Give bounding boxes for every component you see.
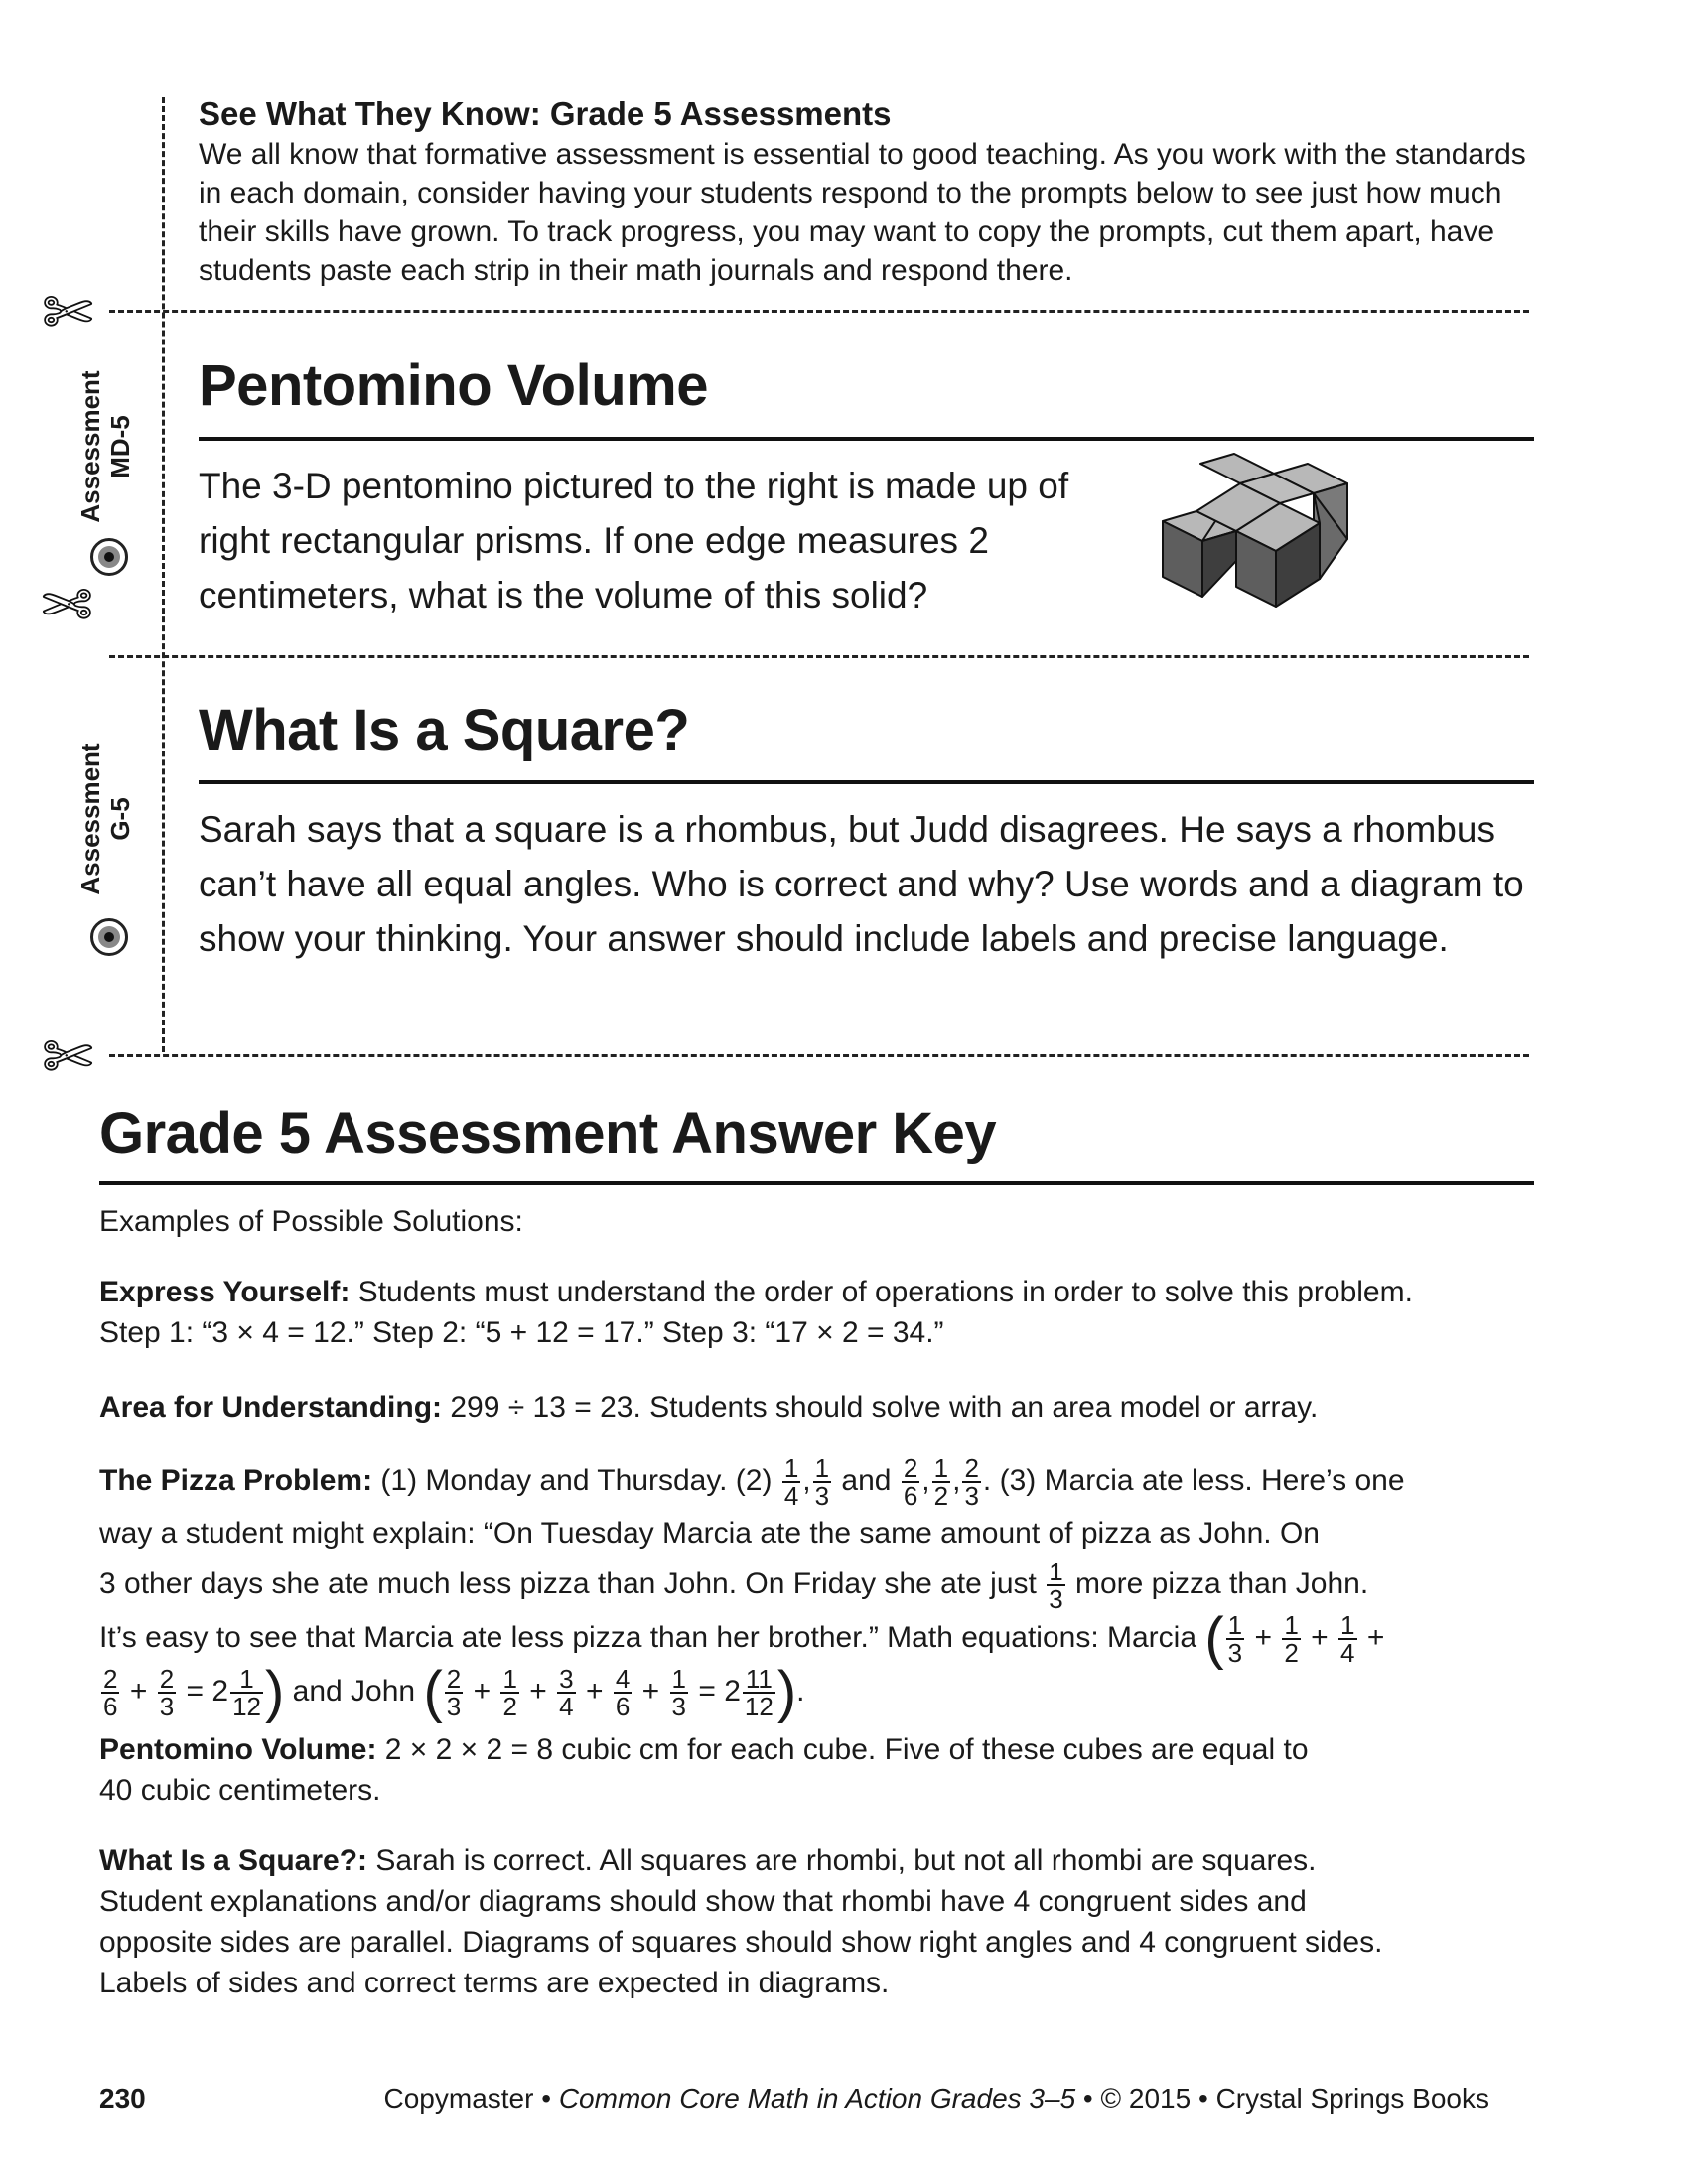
- answer-text: Step 1: “3 × 4 = 12.” Step 2: “5 + 12 = 17.” Step 3: “17 × 2 = 34.”: [99, 1316, 944, 1349]
- strip-title-pentomino: Pentomino Volume: [199, 353, 708, 418]
- footer-prefix: Copymaster •: [383, 2083, 559, 2114]
- cut-margin-line: [162, 97, 165, 1052]
- cut-line-3: [109, 1054, 1529, 1057]
- answer-text: more pizza than John.: [1066, 1567, 1369, 1600]
- side-label-standard: MD-5: [105, 415, 135, 478]
- intro-title: See What They Know: Grade 5 Assessments: [199, 95, 892, 132]
- scissors-icon: ✄: [42, 1024, 93, 1092]
- answer-text: opposite sides are parallel. Diagrams of squares should show right angles and 4 congruent sides.: [99, 1926, 1383, 1959]
- side-label-assessment: Assessment: [75, 743, 105, 895]
- answer-text: way a student might explain: “On Tuesday Marcia ate the same amount of pizza as John. On: [99, 1517, 1320, 1550]
- strip-prompt-pentomino: The 3-D pentomino pictured to the right is made up of right rectangular prisms. If one edge measures 2 centimeters, what is the volume of this solid?: [199, 466, 1069, 615]
- title-rule: [199, 780, 1534, 784]
- pentomino-solid-image: [1157, 452, 1435, 635]
- answer-square: [99, 1841, 1509, 2003]
- scissors-icon: ✄: [42, 572, 93, 640]
- answer-text: Students must understand the order of operations in order to solve this problem.: [350, 1276, 1413, 1308]
- answer-text: (1) Monday and Thursday. (2): [372, 1463, 780, 1497]
- answer-pizza: The Pizza Problem: (1) Monday and Thursday. (2) $\frac{1}{4}$ , $\frac{1}{3}$ and $\frac{2}{6}$ , $\frac{1}{2}$ , $\frac{2}{3}$ . (3) Marcia ate less. Here’s one way a student might explain: “On Tuesday Marcia ate the same amount of pizza as John. On 3 other days she ate much less pizza than John. On Friday she ate just $\frac{1}{3}$ more pizza than John. It’s easy to see that Marcia ate less pizza than her brother.” Math equations: Marcia ( $\frac{1}{3}$ + $\frac{1}{2}$ + $\frac{1}{4}$ + $\frac{2}{6}$ + $\frac{2}{3}$ = 2 $\frac{1}{12}$ ) and John ( $\frac{2}{3}$ + $\frac{1}{2}$ + $\frac{3}{4}$ + $\frac{4}{6}$ + $\frac{1}{3}$ = 2 $\frac{11}{12}$ ).: [99, 1453, 1405, 1724]
- fraction: $\frac{2}{6}$: [103, 1664, 118, 1721]
- strip-prompt-square: Sarah says that a square is a rhombus, but Judd disagrees. He says a rhombus can’t have all equal angles. Who is correct and why? Use words and a diagram to show your thinking. Your answer should include labels and precise language.: [199, 809, 1524, 959]
- answer-text: 40 cubic centimeters.: [99, 1774, 381, 1807]
- fraction: $\frac{1}{2}$: [1284, 1610, 1299, 1668]
- fraction: $\frac{1}{2}$: [502, 1664, 517, 1721]
- eye-icon: [90, 918, 128, 956]
- answer-label: Pentomino Volume:: [99, 1733, 377, 1766]
- fraction: $\frac{1}{3}$: [814, 1453, 830, 1511]
- answer-text: Labels of sides and correct terms are expected in diagrams.: [99, 1967, 890, 1999]
- fraction: $\frac{4}{6}$: [615, 1664, 631, 1721]
- answer-label: The Pizza Problem:: [99, 1463, 373, 1497]
- answer-text: 3 other days she ate much less pizza than John. On Friday she ate just: [99, 1567, 1046, 1600]
- scissors-icon: ✄: [42, 279, 93, 347]
- eye-icon: [90, 538, 128, 576]
- cut-line-2: [109, 655, 1529, 658]
- fraction: $\frac{11}{12}$: [744, 1664, 774, 1721]
- fraction: $\frac{1}{3}$: [671, 1664, 686, 1721]
- answer-key-title: Grade 5 Assessment Answer Key: [99, 1101, 997, 1165]
- answer-pentomino: [99, 1729, 1509, 1811]
- page-number: 230: [99, 2083, 146, 2114]
- fraction: $\frac{2}{6}$: [903, 1453, 918, 1511]
- answer-area: [99, 1387, 1509, 1428]
- fraction: $\frac{1}{4}$: [783, 1453, 799, 1511]
- answer-text: . (3) Marcia ate less. Here’s one: [982, 1463, 1405, 1497]
- footer-suffix: • © 2015 • Crystal Springs Books: [1075, 2083, 1489, 2114]
- intro-body: We all know that formative assessment is essential to good teaching. As you work with the standards in each domain, consider having your students respond to the prompts below to see just how much their skills have grown. To track progress, you may want to copy the prompts, cut them apart, have students paste each strip in their math journals and respond there.: [199, 138, 1526, 287]
- answer-label: Express Yourself:: [99, 1276, 351, 1308]
- answer-text: 2 × 2 × 2 = 8 cubic cm for each cube. Five of these cubes are equal to: [376, 1733, 1309, 1766]
- answer-text: 299 ÷ 13 = 23. Students should solve with an area model or array.: [442, 1391, 1319, 1424]
- answer-text: and John: [284, 1674, 424, 1707]
- title-rule: [199, 437, 1534, 441]
- side-label-g5: [6, 743, 205, 895]
- side-label-assessment: Assessment: [75, 370, 105, 523]
- side-label-standard: G-5: [105, 797, 135, 841]
- fraction: $\frac{3}{4}$: [559, 1664, 574, 1721]
- footer-credit: [384, 2083, 1489, 2115]
- answer-key-body: [99, 1201, 1509, 2003]
- answer-text: Sarah is correct. All squares are rhombi, but not all rhombi are squares.: [367, 1844, 1317, 1877]
- fraction: $\frac{1}{2}$: [933, 1453, 949, 1511]
- fraction: $\frac{2}{3}$: [964, 1453, 979, 1511]
- fraction: $\frac{1}{3}$: [1049, 1557, 1063, 1614]
- answer-text: It’s easy to see that Marcia ate less pizza than her brother.” Math equations: Marcia: [99, 1620, 1205, 1654]
- footer-book-title: Common Core Math in Action Grades 3–5: [558, 2083, 1076, 2114]
- cut-line-1: [109, 310, 1529, 313]
- answer-express: [99, 1272, 1509, 1353]
- fraction: $\frac{1}{4}$: [1340, 1610, 1355, 1668]
- answer-text: Student explanations and/or diagrams should show that rhombi have 4 congruent sides and: [99, 1885, 1307, 1918]
- strip-title-square: What Is a Square?: [199, 698, 690, 762]
- fraction: $\frac{2}{3}$: [159, 1664, 175, 1721]
- fraction: $\frac{1}{3}$: [1227, 1610, 1243, 1668]
- answer-key-intro: Examples of Possible Solutions:: [99, 1205, 523, 1238]
- answer-key-rule: [99, 1181, 1534, 1185]
- answer-label: Area for Understanding:: [99, 1391, 443, 1424]
- side-label-md5: [6, 370, 205, 523]
- fraction: $\frac{2}{3}$: [446, 1664, 462, 1721]
- answer-label: What Is a Square?:: [99, 1844, 368, 1877]
- fraction: $\frac{1}{12}$: [232, 1664, 261, 1721]
